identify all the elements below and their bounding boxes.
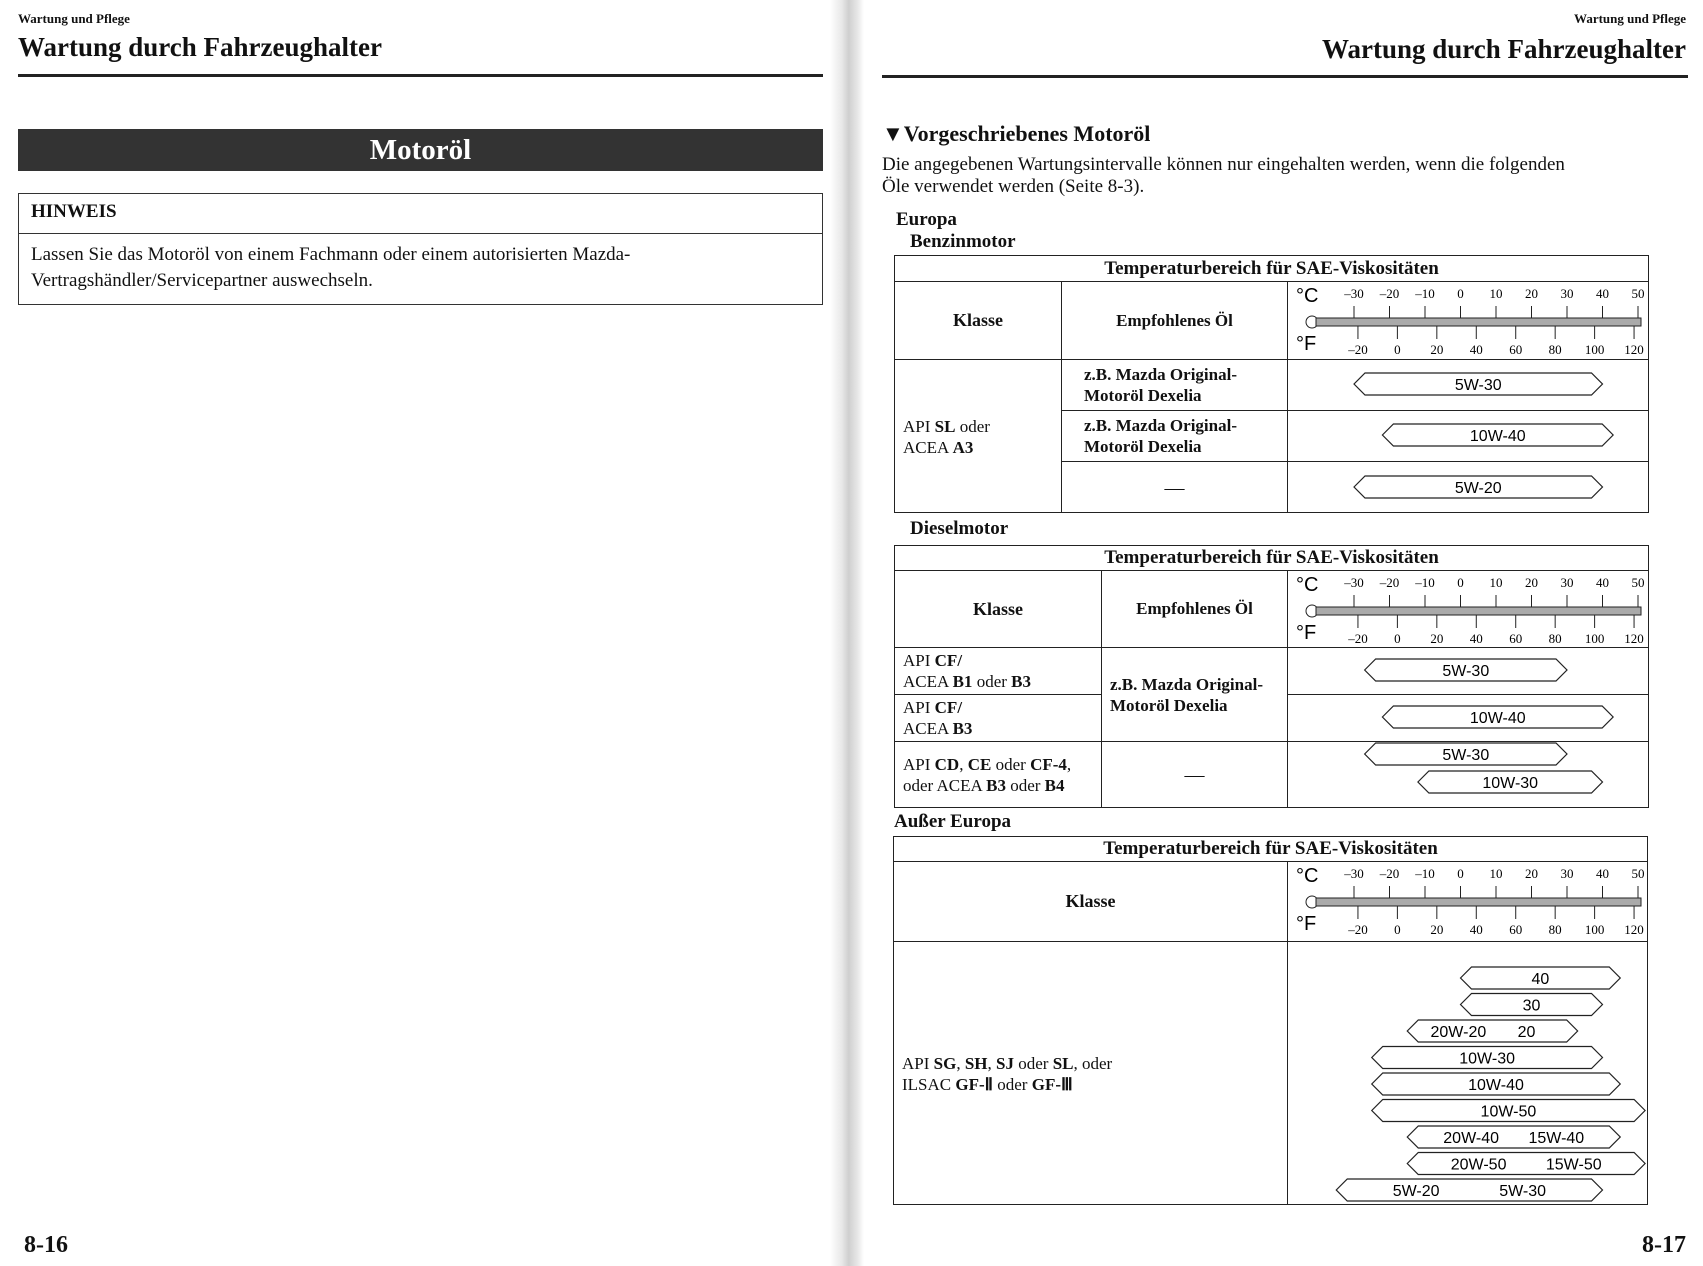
fahrenheit-tick-label: 80 bbox=[1548, 631, 1562, 646]
viscosity-grade-label: 5W-30 bbox=[1499, 1183, 1547, 1200]
celsius-unit: °C bbox=[1296, 285, 1319, 307]
note-line: Lassen Sie das Motoröl von einem Fachmann oder einem autorisierten Mazda- bbox=[31, 244, 631, 265]
fahrenheit-tick-label: 100 bbox=[1584, 922, 1605, 937]
viscosity-grade-label: 40 bbox=[1531, 971, 1550, 988]
viscosity-grade-label: 10W-40 bbox=[1469, 428, 1526, 445]
celsius-tick-label: –30 bbox=[1344, 575, 1364, 590]
viscosity-table-petrol bbox=[894, 255, 1649, 513]
class-cell: API CD, CE oder CF-4, oder ACEA B3 oder B4 bbox=[903, 755, 1072, 795]
fahrenheit-tick-label: 20 bbox=[1430, 342, 1444, 357]
celsius-tick-label: 20 bbox=[1525, 866, 1538, 881]
celsius-tick-label: 50 bbox=[1631, 286, 1645, 301]
fahrenheit-tick-label: –20 bbox=[1348, 342, 1368, 357]
viscosity-grade-label: 5W-30 bbox=[1442, 663, 1490, 680]
class-cell: API SG, SH, SJ oder SL, oder ILSAC GF-Ⅱ oder GF-Ⅲ bbox=[902, 1053, 1113, 1094]
fahrenheit-tick-label: 20 bbox=[1430, 631, 1444, 646]
viscosity-grade-label: 10W-30 bbox=[1459, 1050, 1515, 1068]
oil-cell-dash: — bbox=[1164, 476, 1185, 499]
oil-cell-dash: — bbox=[1184, 763, 1205, 786]
fahrenheit-tick-label: 0 bbox=[1394, 342, 1401, 357]
viscosity-grade-label: 5W-20 bbox=[1392, 1183, 1440, 1200]
celsius-tick-label: 50 bbox=[1631, 575, 1645, 590]
class-cell: API CF/ ACEA B1 oder B3 bbox=[903, 651, 1031, 691]
viscosity-grade-label: 20W-40 bbox=[1443, 1130, 1500, 1147]
celsius-tick-label: 50 bbox=[1631, 866, 1645, 881]
thermometer-tube bbox=[1316, 318, 1641, 326]
viscosity-grade-label: 5W-20 bbox=[1454, 480, 1502, 497]
column-header-class: Klasse bbox=[972, 598, 1023, 619]
fahrenheit-tick-label: 100 bbox=[1584, 631, 1605, 646]
fahrenheit-tick-label: 60 bbox=[1509, 631, 1523, 646]
celsius-tick-label: –30 bbox=[1344, 286, 1364, 301]
fahrenheit-tick-label: –20 bbox=[1348, 922, 1368, 937]
celsius-tick-label: 20 bbox=[1525, 575, 1538, 590]
fahrenheit-tick-label: 100 bbox=[1584, 342, 1605, 357]
subheading: ▼Vorgeschriebenes Motoröl bbox=[882, 121, 1151, 146]
table-title: Temperaturbereich für SAE-Viskositäten bbox=[1103, 838, 1438, 859]
fahrenheit-unit: °F bbox=[1296, 622, 1317, 644]
note-body bbox=[19, 234, 822, 302]
viscosity-chart-outside-europe bbox=[1288, 862, 1648, 1204]
table-title: Temperaturbereich für SAE-Viskositäten bbox=[1104, 258, 1439, 279]
fahrenheit-tick-label: 40 bbox=[1469, 922, 1483, 937]
viscosity-grade-label: 20 bbox=[1517, 1024, 1536, 1041]
celsius-tick-label: 10 bbox=[1489, 866, 1503, 881]
viscosity-grade-label: 5W-30 bbox=[1454, 377, 1502, 394]
celsius-tick-label: 0 bbox=[1457, 866, 1464, 881]
fahrenheit-tick-label: 60 bbox=[1509, 342, 1523, 357]
viscosity-chart-petrol bbox=[1288, 282, 1648, 512]
class-cell: API SL oder ACEA A3 bbox=[903, 417, 990, 457]
viscosity-grade-label: 30 bbox=[1522, 997, 1541, 1015]
celsius-tick-label: –30 bbox=[1344, 866, 1364, 881]
column-header-class: Klasse bbox=[1065, 891, 1116, 911]
celsius-tick-label: 20 bbox=[1525, 286, 1538, 301]
intro-text bbox=[882, 154, 1565, 198]
celsius-tick-label: 30 bbox=[1560, 575, 1574, 590]
section-title-bar: Motoröl bbox=[18, 129, 823, 171]
celsius-unit: °C bbox=[1296, 574, 1319, 596]
celsius-tick-label: –20 bbox=[1379, 286, 1400, 301]
engine-label-petrol: Benzinmotor bbox=[910, 231, 1016, 252]
celsius-unit: °C bbox=[1296, 865, 1319, 887]
viscosity-grade-label: 15W-40 bbox=[1528, 1130, 1585, 1147]
celsius-tick-label: –20 bbox=[1379, 866, 1400, 881]
viscosity-range-bar bbox=[1407, 1153, 1645, 1175]
celsius-tick-label: –10 bbox=[1415, 575, 1435, 590]
viscosity-grade-label: 10W-40 bbox=[1469, 710, 1526, 727]
celsius-tick-label: 40 bbox=[1596, 575, 1609, 590]
fahrenheit-tick-label: 120 bbox=[1624, 342, 1644, 357]
celsius-tick-label: 0 bbox=[1457, 575, 1464, 590]
celsius-tick-label: 10 bbox=[1489, 575, 1503, 590]
viscosity-table-diesel bbox=[894, 545, 1649, 808]
running-head-left: Wartung und Pflege bbox=[18, 11, 130, 26]
celsius-tick-label: –10 bbox=[1415, 866, 1435, 881]
fahrenheit-tick-label: 20 bbox=[1430, 922, 1444, 937]
oil-cell: z.B. Mazda Original- Motoröl Dexelia bbox=[1084, 365, 1237, 405]
viscosity-chart-diesel bbox=[1288, 571, 1648, 807]
celsius-tick-label: 40 bbox=[1596, 866, 1609, 881]
note-heading: HINWEIS bbox=[19, 194, 822, 234]
fahrenheit-tick-label: 0 bbox=[1394, 922, 1401, 937]
book-gutter bbox=[830, 0, 864, 1266]
region-label-europe: Europa bbox=[896, 209, 957, 230]
table-title: Temperaturbereich für SAE-Viskositäten bbox=[1104, 547, 1439, 568]
thermometer-tube bbox=[1316, 898, 1641, 906]
column-header-oil: Empfohlenes Öl bbox=[1116, 310, 1233, 330]
page-title-left: Wartung durch Fahrzeughalter bbox=[18, 32, 382, 62]
viscosity-grade-label: 20W-20 bbox=[1430, 1024, 1487, 1041]
fahrenheit-tick-label: 80 bbox=[1548, 342, 1562, 357]
intro-line: Die angegebenen Wartungsintervalle können nur eingehalten werden, wenn die folgenden bbox=[882, 154, 1565, 175]
viscosity-grade-label: 20W-50 bbox=[1450, 1156, 1507, 1174]
oil-cell: z.B. Mazda Original- Motoröl Dexelia bbox=[1110, 674, 1263, 715]
viscosity-grade-label: 5W-30 bbox=[1442, 747, 1490, 764]
engine-label-diesel: Dieselmotor bbox=[910, 518, 1009, 539]
celsius-tick-label: –10 bbox=[1415, 286, 1435, 301]
viscosity-grade-label: 15W-50 bbox=[1545, 1156, 1602, 1174]
fahrenheit-unit: °F bbox=[1296, 333, 1317, 355]
viscosity-grade-label: 10W-30 bbox=[1482, 775, 1539, 792]
page-number-right: 8-17 bbox=[1642, 1232, 1686, 1258]
fahrenheit-tick-label: 0 bbox=[1394, 631, 1401, 646]
column-header-class: Klasse bbox=[952, 310, 1003, 330]
celsius-tick-label: 30 bbox=[1560, 286, 1574, 301]
fahrenheit-tick-label: –20 bbox=[1348, 631, 1368, 646]
intro-line: Öle verwendet werden (Seite 8-3). bbox=[882, 176, 1145, 197]
celsius-tick-label: 30 bbox=[1560, 866, 1574, 881]
fahrenheit-tick-label: 60 bbox=[1509, 922, 1523, 937]
viscosity-range-bar bbox=[1336, 1179, 1602, 1201]
oil-cell: z.B. Mazda Original- Motoröl Dexelia bbox=[1084, 416, 1237, 456]
viscosity-grade-label: 10W-40 bbox=[1468, 1077, 1524, 1094]
fahrenheit-tick-label: 40 bbox=[1469, 631, 1483, 646]
celsius-tick-label: –20 bbox=[1379, 575, 1400, 590]
fahrenheit-tick-label: 40 bbox=[1469, 342, 1483, 357]
page-number-left: 8-16 bbox=[24, 1232, 68, 1258]
thermometer-tube bbox=[1316, 607, 1641, 615]
fahrenheit-tick-label: 120 bbox=[1624, 922, 1644, 937]
viscosity-range-bar bbox=[1407, 1126, 1620, 1148]
celsius-tick-label: 40 bbox=[1596, 286, 1609, 301]
page-title-right: Wartung durch Fahrzeughalter bbox=[1322, 34, 1686, 64]
fahrenheit-unit: °F bbox=[1296, 913, 1317, 935]
fahrenheit-tick-label: 120 bbox=[1624, 631, 1644, 646]
viscosity-grade-label: 10W-50 bbox=[1480, 1103, 1537, 1121]
title-rule-right bbox=[882, 75, 1688, 78]
region-label-outside-europe: Außer Europa bbox=[894, 811, 1012, 832]
note-line: Vertragshändler/Servicepartner auswechseln. bbox=[31, 270, 373, 291]
celsius-tick-label: 0 bbox=[1457, 286, 1464, 301]
viscosity-table-outside-europe bbox=[893, 836, 1648, 1205]
note-box bbox=[18, 193, 823, 305]
running-head-right: Wartung und Pflege bbox=[1574, 11, 1686, 26]
title-rule-left bbox=[18, 74, 823, 77]
column-header-oil: Empfohlenes Öl bbox=[1136, 599, 1253, 618]
celsius-tick-label: 10 bbox=[1489, 286, 1503, 301]
class-cell: API CF/ ACEA B3 bbox=[903, 698, 973, 738]
fahrenheit-tick-label: 80 bbox=[1548, 922, 1562, 937]
